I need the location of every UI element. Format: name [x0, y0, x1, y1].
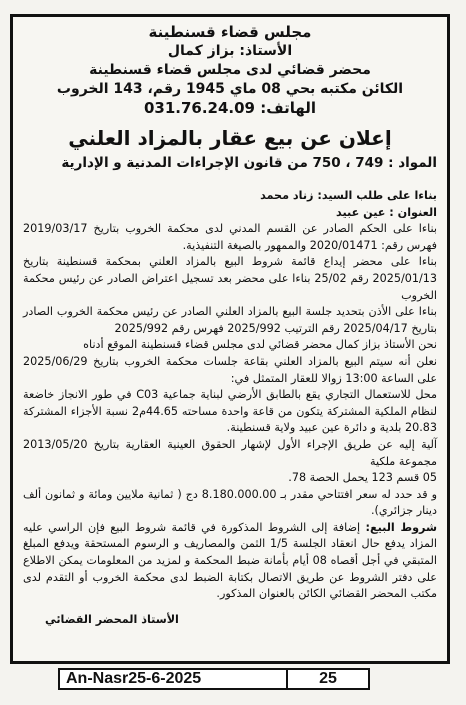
judgment-paragraph: بناءا على الحكم الصادر عن القسم المدني لدى محكمة الخروب بتاريخ 2019/03/17 فهرس رقم: 2020/01471 والممهور بالصيغة التنفيذية.	[23, 222, 437, 252]
requester: بناءا على طلب السيد: زناد محمد	[260, 189, 437, 202]
opening-price-paragraph: و قد حدد له سعر افتتاحي مقدر بـ 8.180.000.00 دج ( ثمانية ملايين ومائة و ثمانون ألف دينار جزائري).	[23, 487, 438, 518]
sale-conditions-lead: شروط البيع:	[365, 520, 437, 534]
notice-body	[23, 188, 437, 603]
court-name: مجلس قضاء قسنطينة	[148, 23, 312, 41]
office-address: الكائن مكتبه بحي 08 ماي 1945 رقم، 143 الخروب	[56, 81, 404, 97]
signature: الأستاذ المحضر القضائي	[45, 612, 179, 626]
publication-label: An-Nasr25-6-2025	[66, 670, 202, 687]
publication-footer	[58, 668, 370, 690]
notice-content	[13, 17, 447, 626]
property-description: محل للاستعمال التجاري يقع بالطابق الأرضي لبناية جماعية C03 في طور الانجاز خاضعة لنظام الملكية المشتركة يتكون من قاعة واحدة مساحته 44.65م2 نسبة الأجزاء المشتركة 20.83 بلدية و دائرة عين عبيد ولاية قسنطينة.	[23, 388, 438, 435]
page-number: 25	[286, 670, 368, 688]
notice-frame	[10, 14, 450, 664]
sale-date-paragraph: نعلن أنه سيتم البيع بالمزاد العلني بقاعة جلسات محكمة الخروب بتاريخ 2025/06/29 على الساعة 13:00 زوالا للعقار المتمثل في:	[23, 354, 437, 385]
ownership-paragraph: آلية إليه عن طريق الإجراء الأول لإشهار الحقوق العينية العقارية بتاريخ 2013/05/20 مجموعة ملكية	[23, 437, 437, 468]
authorization-paragraph: بناءا على الأذن بتحديد جلسة البيع بالمزاد العلني الصادر عن رئيس محكمة الخروب الصادر بتاريخ 2025/04/17 رقم الترتيب 2025/992 فهرس رقم 2025/992	[23, 305, 437, 335]
bailiff-statement: نحن الأستاذ بزاز كمال محضر قضائي لدى مجلس قضاء قسنطينة الموقع أدناه	[83, 338, 437, 352]
bailiff-name: الأستاذ: بزاز كمال	[167, 43, 293, 59]
notice-title: إعلان عن بيع عقار بالمزاد العلني	[68, 126, 392, 150]
phone-number: الهاتف: 031.76.24.09	[143, 99, 317, 117]
sale-conditions-text: إضافة إلى الشروط المذكورة في قائمة شروط البيع فإن الراسي عليه المزاد يدفع حال انعقاد الجلسة 1/5 الثمن والمصاريف و الرسوم المستحقة ويدفع المبلغ المتبقي في أجل أقصاه 08 أيام بأمانة ضبط المحكمة و لمزيد من المعلومات يمكن الاطلاع على دفتر الشروط عن طريق الاتصال بكتابة الضبط لدى محكمة الخروب أو التقدم لدى مكتب المحضر القضائي الكائن بالعنوان المذكور.	[23, 520, 438, 601]
deposit-paragraph: بناءا على محضر إيداع قائمة شروط البيع بالمزاد العلني بمحكمة قسنطينة بتاريخ 2025/01/13 رقم 25/02 بناءا على محضر بعد تسجيل اعتراض الصادر عن رئيس محكمة الخروب	[23, 255, 438, 302]
parcel-paragraph: 05 قسم 123 يحمل الحصة 78.	[288, 471, 437, 485]
bailiff-role: محضر قضائي لدى مجلس قضاء قسنطينة	[89, 62, 371, 78]
notice-header	[23, 23, 437, 118]
legal-basis: المواد : 749 ، 750 من قانون الإجراءات المدنية و الإدارية	[61, 155, 437, 171]
sale-conditions	[23, 520, 437, 603]
requester-address: العنوان : عين عبيد	[336, 205, 437, 219]
